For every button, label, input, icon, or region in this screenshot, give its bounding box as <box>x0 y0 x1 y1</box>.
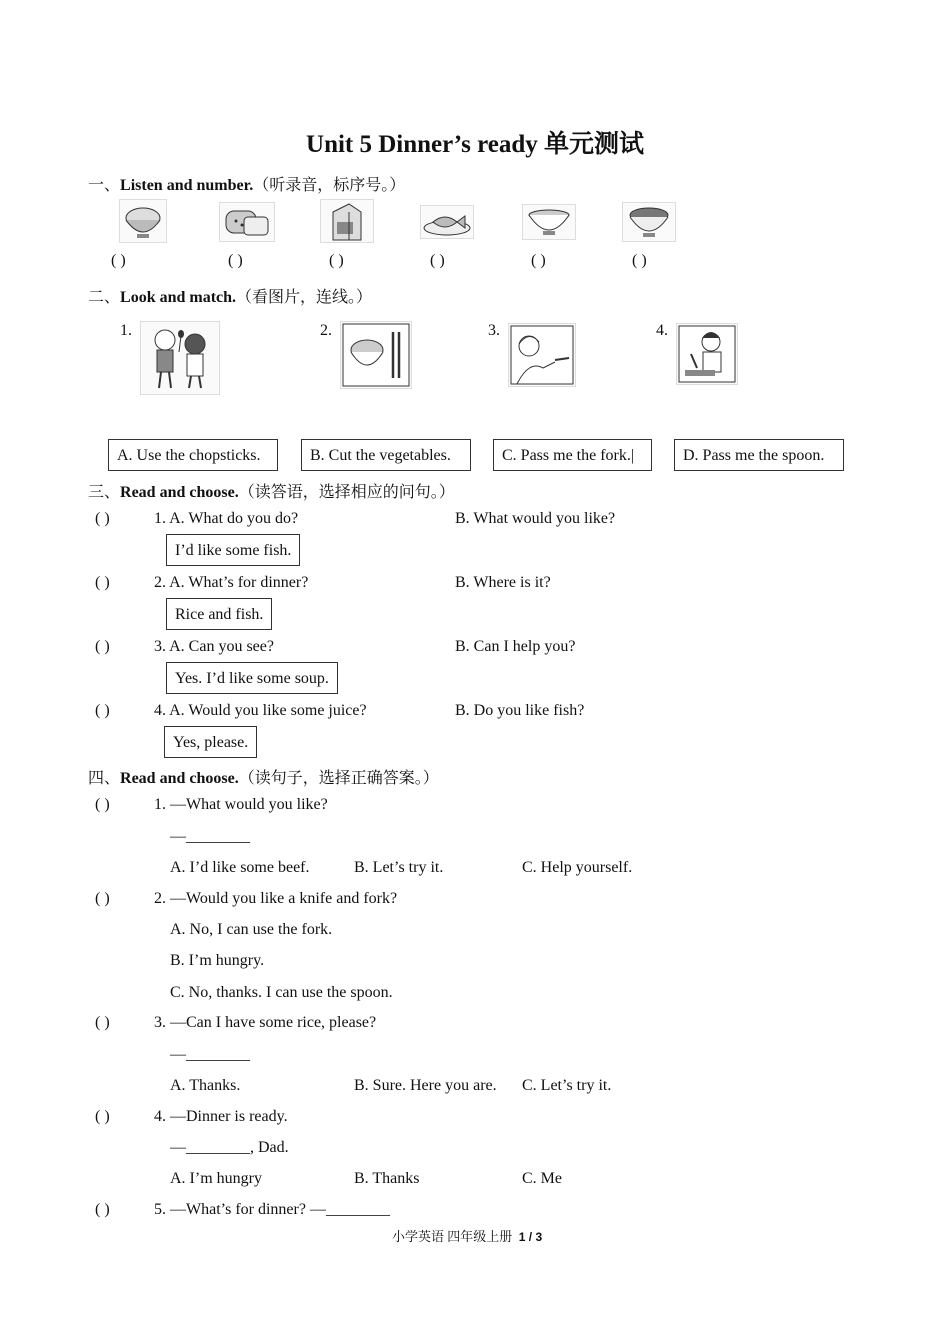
section-4-heading <box>88 765 439 788</box>
answer-blank: ( ) <box>632 252 647 269</box>
section-number: 三、 <box>88 484 121 501</box>
answer-blank: ( ) <box>95 1108 110 1125</box>
page-number: 1 / 3 <box>518 1230 543 1244</box>
choice-c: C. Let’s try it. <box>522 1077 612 1094</box>
answer-blank: ( ) <box>95 1014 110 1031</box>
answer-blank: ( ) <box>95 638 110 655</box>
section-2-heading <box>88 284 372 307</box>
answer-box: I’d like some fish. <box>166 534 300 566</box>
section-title-cn: （看图片，连线。） <box>236 289 373 306</box>
choice-b: B. Sure. Here you are. <box>354 1077 497 1094</box>
girl-cutting-picture <box>676 323 738 385</box>
answer-blank: ( ) <box>95 702 110 719</box>
question-option-a: 1. A. What do you do? <box>154 510 299 527</box>
question-option-a: 3. A. Can you see? <box>154 638 274 655</box>
choice-a: A. Thanks. <box>170 1077 241 1094</box>
answer-box: Rice and fish. <box>166 598 272 630</box>
match-option-b: B. Cut the vegetables. <box>301 439 471 471</box>
match-option-c: C. Pass me the fork.| <box>493 439 652 471</box>
section-title-en: Read and choose. <box>120 484 239 501</box>
vegetable-bowl-icon <box>622 202 676 242</box>
response-blank: —________ <box>170 1046 250 1063</box>
question-option-a: 2. A. What’s for dinner? <box>154 574 309 591</box>
section-number: 二、 <box>88 289 121 306</box>
section-title-cn: （读句子，选择正确答案。） <box>238 770 439 787</box>
choice-c: C. No, thanks. I can use the spoon. <box>170 984 393 1001</box>
question-text: 3. —Can I have some rice, please? <box>154 1014 377 1031</box>
response-blank: —________, Dad. <box>170 1139 289 1156</box>
match-option-a: A. Use the chopsticks. <box>108 439 278 471</box>
choice-b: B. Let’s try it. <box>354 859 444 876</box>
choice-a: A. No, I can use the fork. <box>170 921 333 938</box>
question-option-b: B. Can I help you? <box>455 638 576 655</box>
answer-box: Yes. I’d like some soup. <box>166 662 338 694</box>
question-option-b: B. What would you like? <box>455 510 616 527</box>
response-blank: —________ <box>170 828 250 845</box>
section-number: 四、 <box>88 770 121 787</box>
footer-text: 小学英语 四年级上册 <box>392 1229 513 1244</box>
answer-blank: ( ) <box>329 252 344 269</box>
rice-bowl-icon <box>119 199 167 243</box>
girl-fork-picture <box>508 323 576 387</box>
question-text: 5. —What’s for dinner? —________ <box>154 1201 390 1218</box>
choice-b: B. I’m hungry. <box>170 952 265 969</box>
section-title-en: Listen and number. <box>120 177 254 194</box>
answer-blank: ( ) <box>430 252 445 269</box>
answer-blank: ( ) <box>95 796 110 813</box>
item-number: 2. <box>320 322 332 339</box>
section-title-cn: （听录音，标序号。） <box>253 177 406 194</box>
choice-c: C. Me <box>522 1170 562 1187</box>
answer-blank: ( ) <box>95 890 110 907</box>
choice-a: A. I’d like some beef. <box>170 859 310 876</box>
children-spoon-picture <box>140 321 220 395</box>
section-1-heading <box>88 172 405 195</box>
choice-a: A. I’m hungry <box>170 1170 262 1187</box>
match-option-d: D. Pass me the spoon. <box>674 439 844 471</box>
question-option-b: B. Do you like fish? <box>455 702 585 719</box>
question-text: 4. —Dinner is ready. <box>154 1108 288 1125</box>
question-option-a: 4. A. Would you like some juice? <box>154 702 367 719</box>
item-number: 4. <box>656 322 668 339</box>
section-3-heading <box>88 479 455 502</box>
page-footer <box>392 1226 542 1245</box>
answer-blank: ( ) <box>95 510 110 527</box>
item-number: 3. <box>488 322 500 339</box>
question-text: 2. —Would you like a knife and fork? <box>154 890 398 907</box>
section-title-en: Look and match. <box>120 289 237 306</box>
answer-blank: ( ) <box>111 252 126 269</box>
item-number: 1. <box>120 322 132 339</box>
answer-blank: ( ) <box>95 574 110 591</box>
answer-blank: ( ) <box>95 1201 110 1218</box>
answer-blank: ( ) <box>531 252 546 269</box>
question-text: 1. —What would you like? <box>154 796 328 813</box>
section-number: 一、 <box>88 177 121 194</box>
choice-b: B. Thanks <box>354 1170 420 1187</box>
soup-bowl-icon <box>522 204 576 240</box>
fish-plate-icon <box>420 205 474 239</box>
milk-carton-icon <box>320 199 374 243</box>
choice-c: C. Help yourself. <box>522 859 633 876</box>
answer-box: Yes, please. <box>164 726 257 758</box>
page-title: Unit 5 Dinner’s ready 单元测试 <box>306 131 644 158</box>
section-title-en: Read and choose. <box>120 770 239 787</box>
question-option-b: B. Where is it? <box>455 574 551 591</box>
bread-icon <box>219 202 275 242</box>
answer-blank: ( ) <box>228 252 243 269</box>
section-title-cn: （读答语，选择相应的问句。） <box>238 484 455 501</box>
rice-chopsticks-picture <box>340 321 412 389</box>
